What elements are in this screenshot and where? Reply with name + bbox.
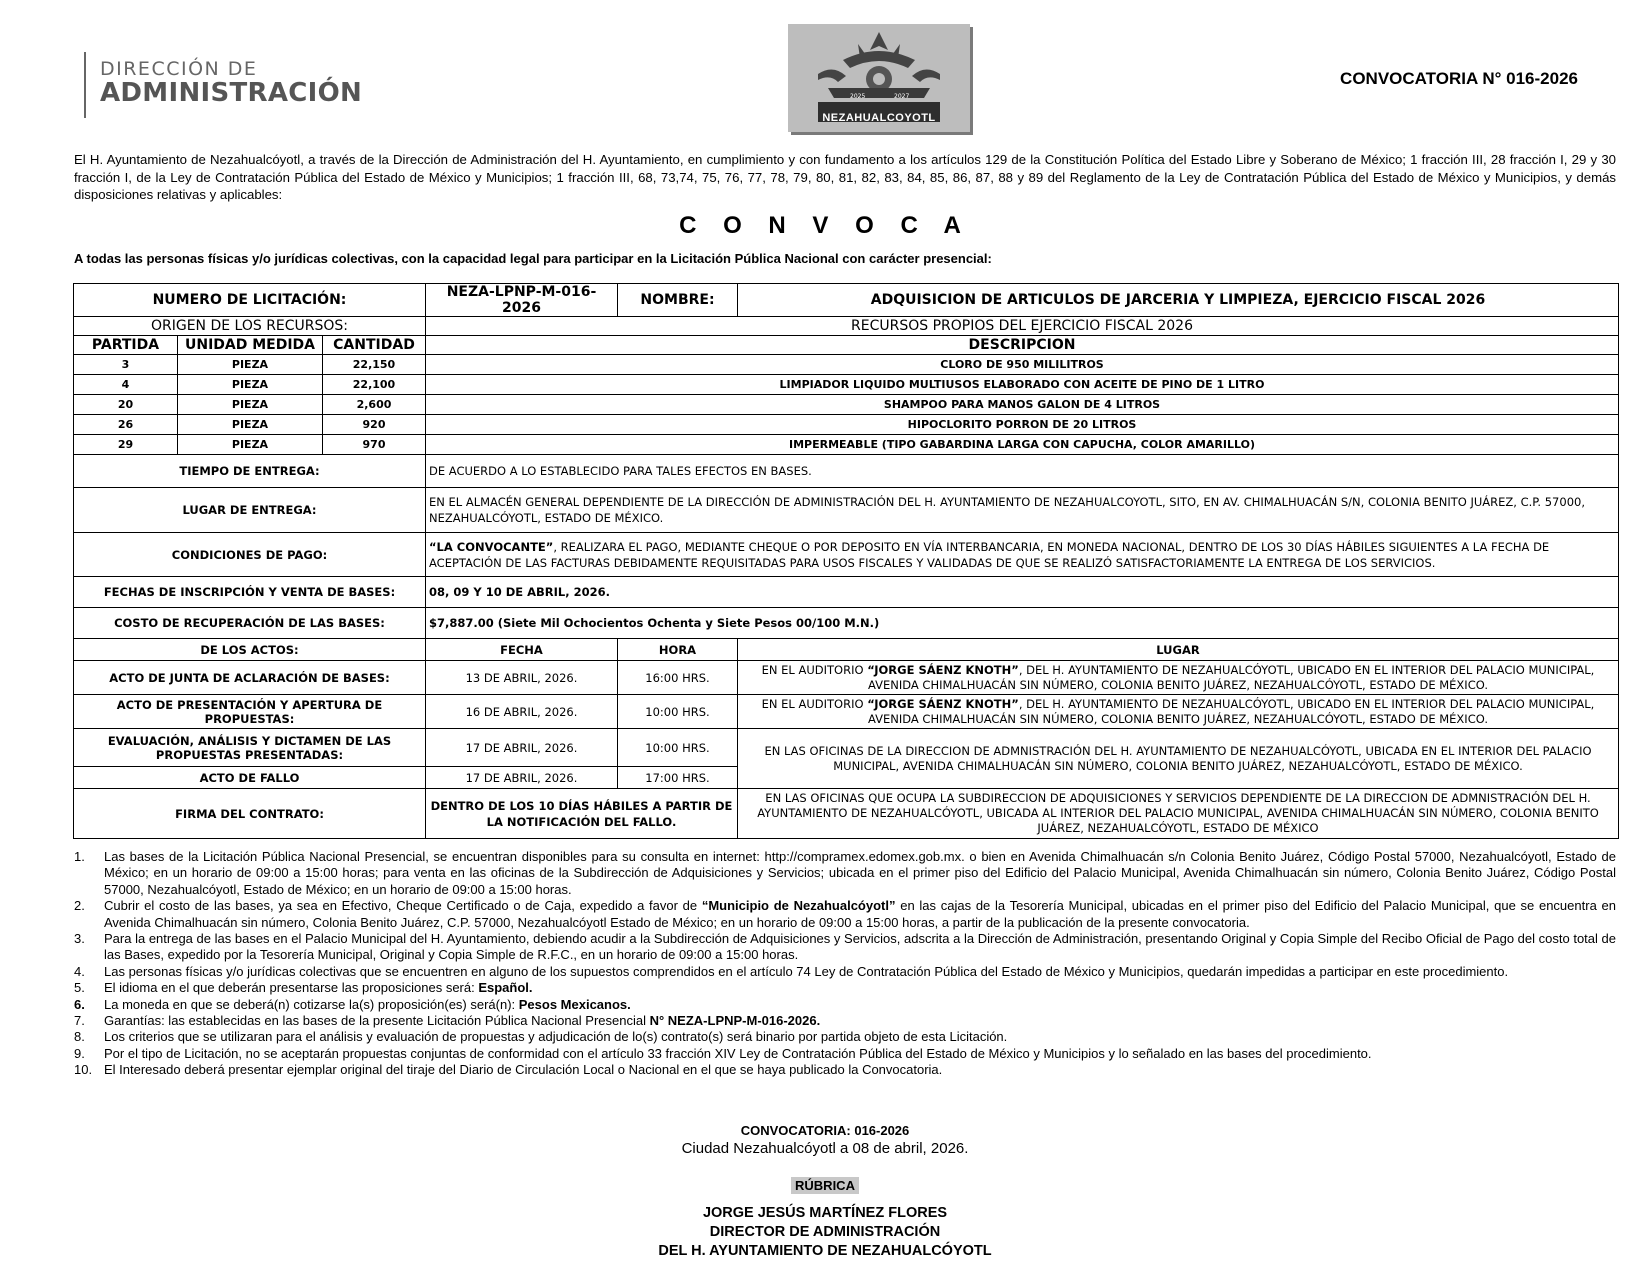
origen-label: ORIGEN DE LOS RECURSOS: bbox=[74, 317, 426, 336]
firma-row bbox=[74, 789, 1619, 839]
firma-label: FIRMA DEL CONTRATO: bbox=[74, 789, 426, 839]
fechas-label: FECHAS DE INSCRIPCIÓN Y VENTA DE BASES: bbox=[74, 577, 426, 608]
firma-lugar: EN LAS OFICINAS QUE OCUPA LA SUBDIRECCION DE ADQUISICIONES Y SERVICIOS DEPENDIENTE DE LA DIRECCION DE ADMNISTRACIÓN DEL H. AYUNTAMIENTO DE NEZAHUALCÓYOTL, UBICADA AL INTERIOR DEL PALACIO MUNICIPAL, AVENIDA CHIMALHUACÁN SIN NÚMERO, COLONIA BENITO JUÁREZ, NEZAHUALCÓYOTL, ESTADO DE MÉXICO bbox=[738, 789, 1619, 839]
item-cantidad: 970 bbox=[323, 435, 426, 455]
rubrica-label: RÚBRICA bbox=[791, 1177, 859, 1194]
note-text: Los criterios que se utilizaran para el análisis y evaluación de propuestas y adjudicación de lo(s) contrato(s) será binario por partida objeto de esta Licitación. bbox=[104, 1029, 1008, 1045]
lugar-suffix: , DEL H. AYUNTAMIENTO DE NEZAHUALCÓYOTL, UBICADO EN EL INTERIOR DEL PALACIO MUNICIPAL, AVENIDA CHIMALHUACÁN SIN NÚMERO, COLONIA BENITO JUÁREZ, NEZAHUALCÓYOTL, ESTADO DE MÉXICO. bbox=[868, 662, 1595, 692]
item-partida: 3 bbox=[74, 355, 178, 375]
note-item bbox=[74, 1029, 1616, 1045]
col-partida: PARTIDA bbox=[74, 336, 178, 355]
col-fecha: FECHA bbox=[426, 639, 618, 661]
note-bold: “Municipio de Nezahualcóyotl” bbox=[701, 898, 896, 914]
note-item bbox=[74, 1046, 1616, 1062]
note-bold: N° NEZA-LPNP-M-016-2026. bbox=[649, 1013, 821, 1029]
note-number: 10. bbox=[74, 1062, 93, 1078]
note-item bbox=[74, 980, 1616, 996]
item-descripcion: CLORO DE 950 MILILITROS bbox=[426, 355, 1619, 375]
emblem-year-right: 2027 bbox=[894, 93, 910, 100]
origen-row bbox=[74, 317, 1619, 336]
item-partida: 20 bbox=[74, 395, 178, 415]
columns-header-row bbox=[74, 336, 1619, 355]
item-partida: 4 bbox=[74, 375, 178, 395]
numero-label: NUMERO DE LICITACIÓN: bbox=[74, 284, 426, 317]
acto-row bbox=[74, 729, 1619, 767]
item-row bbox=[74, 375, 1619, 395]
firma-fecha: DENTRO DE LOS 10 DÍAS HÁBILES A PARTIR DE LA NOTIFICACIÓN DEL FALLO. bbox=[426, 789, 738, 839]
acto-hora: 10:00 HRS. bbox=[618, 695, 738, 729]
note-text: Por el tipo de Licitación, no se aceptarán propuestas conjuntas de conformidad con el artículo 33 fracción XIV Ley de Contratación Pública del Estado de México y Municipios y lo señalado en las bases del procedimiento. bbox=[104, 1045, 1372, 1061]
note-item bbox=[74, 898, 1616, 931]
note-text: El Interesado deberá presentar ejemplar original del tiraje del Diario de Circulación Local o Nacional en el que se haya publicado la Convocatoria. bbox=[104, 1062, 943, 1078]
acto-fecha: 17 DE ABRIL, 2026. bbox=[426, 729, 618, 767]
notes-list bbox=[74, 849, 1616, 1079]
item-row bbox=[74, 395, 1619, 415]
note-number: 8. bbox=[74, 1029, 85, 1045]
acto-label: EVALUACIÓN, ANÁLISIS Y DICTAMEN DE LAS PROPUESTAS PRESENTADAS: bbox=[74, 729, 426, 767]
tiempo-row bbox=[74, 455, 1619, 488]
condiciones-row bbox=[74, 533, 1619, 577]
item-partida: 26 bbox=[74, 415, 178, 435]
note-number: 5. bbox=[74, 980, 85, 996]
nombre-label: NOMBRE: bbox=[618, 284, 738, 317]
item-unidad: PIEZA bbox=[178, 415, 323, 435]
note-item bbox=[74, 1013, 1616, 1029]
note-item bbox=[74, 997, 1616, 1013]
emblem-year-left: 2025 bbox=[850, 93, 866, 100]
item-unidad: PIEZA bbox=[178, 395, 323, 415]
acto-label: ACTO DE JUNTA DE ACLARACIÓN DE BASES: bbox=[74, 661, 426, 695]
convoca-title: C O N V O C A bbox=[679, 212, 971, 239]
municipal-emblem bbox=[788, 24, 970, 132]
acto-lugar bbox=[738, 695, 1619, 729]
item-descripcion: LIMPIADOR LIQUIDO MULTIUSOS ELABORADO CON ACEITE DE PINO DE 1 LITRO bbox=[426, 375, 1619, 395]
signatory-position: DIRECTOR DE ADMINISTRACIÓN bbox=[709, 1224, 941, 1240]
condiciones-text: , REALIZARA EL PAGO, MEDIANTE CHEQUE O POR DEPOSITO EN VÍA INTERBANCARIA, EN MONEDA NACIONAL, DENTRO DE LOS 30 DÍAS HÁBILES SIGUIENTES A LA FECHA DE ACEPTACIÓN DE LAS FACTURAS DEBIDAMENTE REQUISITADAS PARA USOS FISCALES Y VALIDADAS DE QUE SE REALIZÓ SATISFACTORIAMENTE LA ENTREGA DE LOS SERVICIOS. bbox=[429, 539, 1550, 570]
acto-hora: 10:00 HRS. bbox=[618, 729, 738, 767]
costo-label: COSTO DE RECUPERACIÓN DE LAS BASES: bbox=[74, 608, 426, 639]
origen-value: RECURSOS PROPIOS DEL EJERCICIO FISCAL 2026 bbox=[426, 317, 1619, 336]
costo-row bbox=[74, 608, 1619, 639]
acto-row bbox=[74, 661, 1619, 695]
acto-row bbox=[74, 695, 1619, 729]
actos-header-row bbox=[74, 639, 1619, 661]
fechas-value: 08, 09 Y 10 DE ABRIL, 2026. bbox=[426, 577, 1619, 608]
item-partida: 29 bbox=[74, 435, 178, 455]
note-text: Para la entrega de las bases en el Palacio Municipal del H. Ayuntamiento, debiendo acudir a la Subdirección de Adquisiciones y Servicios, adscrita a la Dirección de Administración, presentando Original y Copia Simple del Recibo Oficial de Pago del costo total de las Bases, expedido por la Tesorería Municipal, Original y Copia Simple de R.F.C., en un horario de 09:00 a 15:00 horas. bbox=[104, 931, 1616, 963]
col-hora: HORA bbox=[618, 639, 738, 661]
note-bold: Pesos Mexicanos. bbox=[518, 996, 631, 1012]
note-number: 3. bbox=[74, 931, 85, 947]
item-row bbox=[74, 435, 1619, 455]
audience-statement: A todas las personas físicas y/o jurídicas colectivas, con la capacidad legal para participar en la Licitación Pública Nacional con carácter presencial: bbox=[74, 251, 992, 266]
note-text: en las cajas de la Tesorería Municipal, ubicadas en el primer piso del Edificio del Palacio Municipal, que se encuentra en Avenida Chimalhuacán sin número, Colonia Benito Juárez, C.P. 57000, Nezahualcóyotl Estado de México; en un horario de 09:00 a 15:00 horas, a partir de la publicación de la presente convocatoria. bbox=[104, 898, 1616, 930]
note-number: 7. bbox=[74, 1013, 85, 1029]
note-text: La moneda en que se deberá(n) cotizarse la(s) proposición(es) será(n): bbox=[104, 996, 519, 1012]
footer-convocatoria: CONVOCATORIA: 016-2026 bbox=[740, 1123, 910, 1138]
acto-fecha: 13 DE ABRIL, 2026. bbox=[426, 661, 618, 695]
item-row bbox=[74, 355, 1619, 375]
note-item bbox=[74, 964, 1616, 980]
note-text: Garantías: las establecidas en las bases de la presente Licitación Pública Nacional Presencial bbox=[104, 1013, 650, 1029]
actos-label: DE LOS ACTOS: bbox=[74, 639, 426, 661]
header-row bbox=[74, 284, 1619, 317]
fechas-row bbox=[74, 577, 1619, 608]
note-number: 9. bbox=[74, 1045, 85, 1061]
auditorio-name: “JORGE SÁENZ KNOTH” bbox=[867, 662, 1019, 677]
item-cantidad: 920 bbox=[323, 415, 426, 435]
note-text: Las personas físicas y/o jurídicas colectivas que se encuentren en alguno de los supuestos comprendidos en el artículo 74 Ley de Contratación Pública del Estado de México y Municipios, quedarán impedidas a participar en este procedimiento. bbox=[104, 963, 1509, 979]
note-bold: Español. bbox=[478, 980, 533, 996]
col-cantidad: CANTIDAD bbox=[323, 336, 426, 355]
item-descripcion: SHAMPOO PARA MANOS GALON DE 4 LITROS bbox=[426, 395, 1619, 415]
note-number: 1. bbox=[74, 849, 85, 864]
lugar-suffix: , DEL H. AYUNTAMIENTO DE NEZAHUALCÓYOTL, UBICADO EN EL INTERIOR DEL PALACIO MUNICIPAL, AVENIDA CHIMALHUACÁN SIN NÚMERO, COLONIA BENITO JUÁREZ, NEZAHUALCÓYOTL, ESTADO DE MÉXICO. bbox=[868, 696, 1595, 726]
rubrica-block bbox=[0, 1178, 1650, 1193]
auditorio-name: “JORGE SÁENZ KNOTH” bbox=[867, 696, 1019, 711]
tiempo-value: DE ACUERDO A LO ESTABLECIDO PARA TALES EFECTOS EN BASES. bbox=[426, 455, 1619, 488]
acto-hora: 17:00 HRS. bbox=[618, 767, 738, 789]
condiciones-value bbox=[426, 533, 1619, 577]
item-unidad: PIEZA bbox=[178, 435, 323, 455]
item-cantidad: 22,150 bbox=[323, 355, 426, 375]
col-unidad: UNIDAD MEDIDA bbox=[178, 336, 323, 355]
costo-value: $7,887.00 (Siete Mil Ochocientos Ochenta y Siete Pesos 00/100 M.N.) bbox=[426, 608, 1619, 639]
lugar-prefix: EN EL AUDITORIO bbox=[761, 662, 868, 677]
lugar-row bbox=[74, 488, 1619, 533]
logo-line-2: ADMINISTRACIÓN bbox=[100, 78, 363, 108]
signatory-institution: DEL H. AYUNTAMIENTO DE NEZAHUALCÓYOTL bbox=[658, 1243, 992, 1259]
convocante-label: “LA CONVOCANTE” bbox=[429, 539, 554, 554]
acto-fecha: 17 DE ABRIL, 2026. bbox=[426, 767, 618, 789]
item-descripcion: HIPOCLORITO PORRON DE 20 LITROS bbox=[426, 415, 1619, 435]
acto-label: ACTO DE FALLO bbox=[74, 767, 426, 789]
intro-paragraph: El H. Ayuntamiento de Nezahualcóyotl, a través de la Dirección de Administración del H. Ayuntamiento, en cumplimiento y con fundamento a los artículos 129 de la Constitución Política del Estado Libre y Soberano de México; 1 fracción III, 28 fracción I, 29 y 30 fracción I, de la Ley de Contratación Pública del Estado de México y Municipios; 1 fracción III, 68, 73,74, 75, 76, 77, 78, 79, 80, 81, 82, 83, 84, 85, 86, 87, 88 y 89 del Reglamento de la Ley de Contratación Pública del Estado de México y Municipios, y demás disposiciones relativas y aplicables: bbox=[74, 152, 1616, 202]
note-number: 2. bbox=[74, 898, 85, 914]
item-descripcion: IMPERMEABLE (TIPO GABARDINA LARGA CON CAPUCHA, COLOR AMARILLO) bbox=[426, 435, 1619, 455]
acto-lugar bbox=[738, 661, 1619, 695]
item-row bbox=[74, 415, 1619, 435]
note-text: El idioma en el que deberán presentarse las proposiciones será: bbox=[104, 980, 479, 996]
acto-hora: 16:00 HRS. bbox=[618, 661, 738, 695]
item-cantidad: 22,100 bbox=[323, 375, 426, 395]
bidding-table bbox=[73, 283, 1619, 839]
numero-value: NEZA-LPNP-M-016-2026 bbox=[426, 284, 618, 317]
item-cantidad: 2,600 bbox=[323, 395, 426, 415]
note-item bbox=[74, 1062, 1616, 1078]
col-descripcion: DESCRIPCION bbox=[426, 336, 1619, 355]
note-number: 6. bbox=[74, 996, 85, 1012]
note-item bbox=[74, 849, 1616, 898]
signature-block bbox=[0, 1204, 1650, 1261]
lugar-prefix: EN EL AUDITORIO bbox=[761, 696, 868, 711]
acto-lugar: EN LAS OFICINAS DE LA DIRECCION DE ADMNISTRACIÓN DEL H. AYUNTAMIENTO DE NEZAHUALCÓYOTL, UBICADA EN EL INTERIOR DEL PALACIO MUNICIPAL, AVENIDA CHIMALHUACÁN SIN NÚMERO, COLONIA BENITO JUÁREZ, NEZAHUALCÓYOTL, ESTADO DE MÉXICO. bbox=[738, 729, 1619, 789]
note-text: Cubrir el costo de las bases, ya sea en Efectivo, Cheque Certificado o de Caja, expedido a favor de bbox=[104, 898, 702, 914]
lugar-label: LUGAR DE ENTREGA: bbox=[74, 488, 426, 533]
convocatoria-number: CONVOCATORIA N° 016-2026 bbox=[1340, 69, 1578, 88]
condiciones-label: CONDICIONES DE PAGO: bbox=[74, 533, 426, 577]
note-number: 4. bbox=[74, 963, 85, 979]
item-unidad: PIEZA bbox=[178, 355, 323, 375]
note-text: Las bases de la Licitación Pública Nacional Presencial, se encuentran disponibles para su consulta en internet: http://compramex.edomex.gob.mx. o bien en Avenida Chimalhuacán s/n Colonia Benito Juárez, Código Postal 57000, Nezahualcóyotl, Estado de México; en un horario de 09:00 a 15:00 horas; para venta en las oficinas de la Subdirección de Adquisiciones y Servicios; ubicada en el primer piso del Edificio del Palacio Municipal, Avenida Chimalhuacán sin número, Colonia Benito Juárez, Código Postal 57000, Nezahualcóyotl, Estado de México; en un horario de 09:00 a 15:00 horas. bbox=[104, 849, 1616, 897]
col-lugar: LUGAR bbox=[738, 639, 1619, 661]
footer-city-date: Ciudad Nezahualcóyotl a 08 de abril, 2026. bbox=[681, 1140, 969, 1157]
lugar-value: EN EL ALMACÉN GENERAL DEPENDIENTE DE LA DIRECCIÓN DE ADMINISTRACIÓN DEL H. AYUNTAMIENTO DE NEZAHUALCOYOTL, SITO, EN AV. CHIMALHUACÁN S/N, COLONIA BENITO JUÁREZ, C.P. 57000, NEZAHUALCÓYOTL, ESTADO DE MÉXICO. bbox=[426, 488, 1619, 533]
signatory-name: JORGE JESÚS MARTÍNEZ FLORES bbox=[702, 1205, 948, 1221]
note-item bbox=[74, 931, 1616, 964]
nombre-value: ADQUISICION DE ARTICULOS DE JARCERIA Y LIMPIEZA, EJERCICIO FISCAL 2026 bbox=[738, 284, 1619, 317]
acto-fecha: 16 DE ABRIL, 2026. bbox=[426, 695, 618, 729]
emblem-caption: NEZAHUALCOYOTL bbox=[822, 112, 936, 124]
acto-label: ACTO DE PRESENTACIÓN Y APERTURA DE PROPUESTAS: bbox=[74, 695, 426, 729]
item-unidad: PIEZA bbox=[178, 375, 323, 395]
direccion-logo bbox=[84, 52, 362, 118]
logo-line-1: DIRECCIÓN DE bbox=[100, 58, 258, 80]
tiempo-label: TIEMPO DE ENTREGA: bbox=[74, 455, 426, 488]
